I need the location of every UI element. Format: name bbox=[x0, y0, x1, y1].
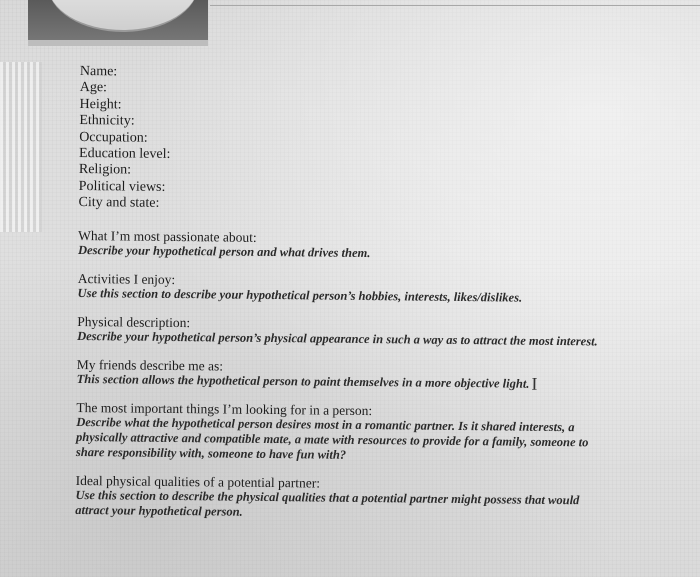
section-passionate-about bbox=[78, 228, 618, 264]
field-education-level[interactable]: Education level: bbox=[78, 145, 171, 162]
section-physical-description bbox=[77, 314, 617, 350]
arch-shape bbox=[48, 0, 198, 32]
profile-fields bbox=[78, 64, 620, 217]
section-description-with-cursor[interactable] bbox=[77, 371, 617, 392]
field-age[interactable]: Age: bbox=[79, 80, 108, 96]
section-ideal-physical-qualities bbox=[75, 472, 615, 523]
section-heading[interactable]: Activities I enjoy: bbox=[77, 270, 176, 287]
section-friends-describe bbox=[77, 356, 617, 392]
section-description[interactable]: Describe your hypothetical person’s physical appearance in such a way as to attract the most interest. bbox=[77, 328, 598, 348]
section-heading[interactable]: My friends describe me as: bbox=[76, 356, 224, 374]
screen-edge-reflection bbox=[0, 62, 42, 232]
section-heading[interactable]: The most important things I’m looking for in a person: bbox=[76, 399, 373, 418]
field-religion[interactable]: Religion: bbox=[78, 162, 132, 178]
section-activities bbox=[78, 271, 618, 307]
section-description[interactable]: Use this section to describe the physical qualities that a potential partner might possess that would attract your hypothetical person. bbox=[75, 487, 580, 519]
field-occupation[interactable]: Occupation: bbox=[79, 129, 148, 146]
field-city-and-state[interactable]: City and state: bbox=[78, 195, 160, 211]
section-description[interactable]: Describe what the hypothetical person desires most in a romantic partner. Is it shared interests, a physically attractive and compatible mate, a mate with resources to provide for a family, someone to share responsibility with, someone to have fun with? bbox=[75, 414, 589, 462]
card-rim bbox=[28, 40, 208, 46]
text-cursor-icon: I bbox=[531, 373, 538, 394]
section-looking-for bbox=[76, 399, 617, 465]
section-description[interactable]: Describe your hypothetical person and what drives them. bbox=[77, 242, 371, 260]
field-name[interactable]: Name: bbox=[79, 64, 118, 80]
top-left-card bbox=[28, 0, 208, 46]
field-ethnicity[interactable]: Ethnicity: bbox=[79, 113, 135, 129]
section-heading[interactable]: What I’m most passionate about: bbox=[78, 227, 257, 245]
section-heading[interactable]: Ideal physical qualities of a potential partner: bbox=[75, 472, 321, 491]
window-edge-line bbox=[210, 5, 700, 6]
field-political-views[interactable]: Political views: bbox=[78, 178, 166, 195]
document-body[interactable] bbox=[75, 64, 620, 523]
section-heading[interactable]: Physical description: bbox=[77, 313, 191, 330]
section-description[interactable]: Use this section to describe your hypothetical person’s hobbies, interests, likes/dislikes. bbox=[77, 285, 523, 305]
section-description[interactable]: This section allows the hypothetical person to paint themselves in a more objective light. bbox=[76, 371, 530, 391]
field-height[interactable]: Height: bbox=[79, 96, 122, 113]
